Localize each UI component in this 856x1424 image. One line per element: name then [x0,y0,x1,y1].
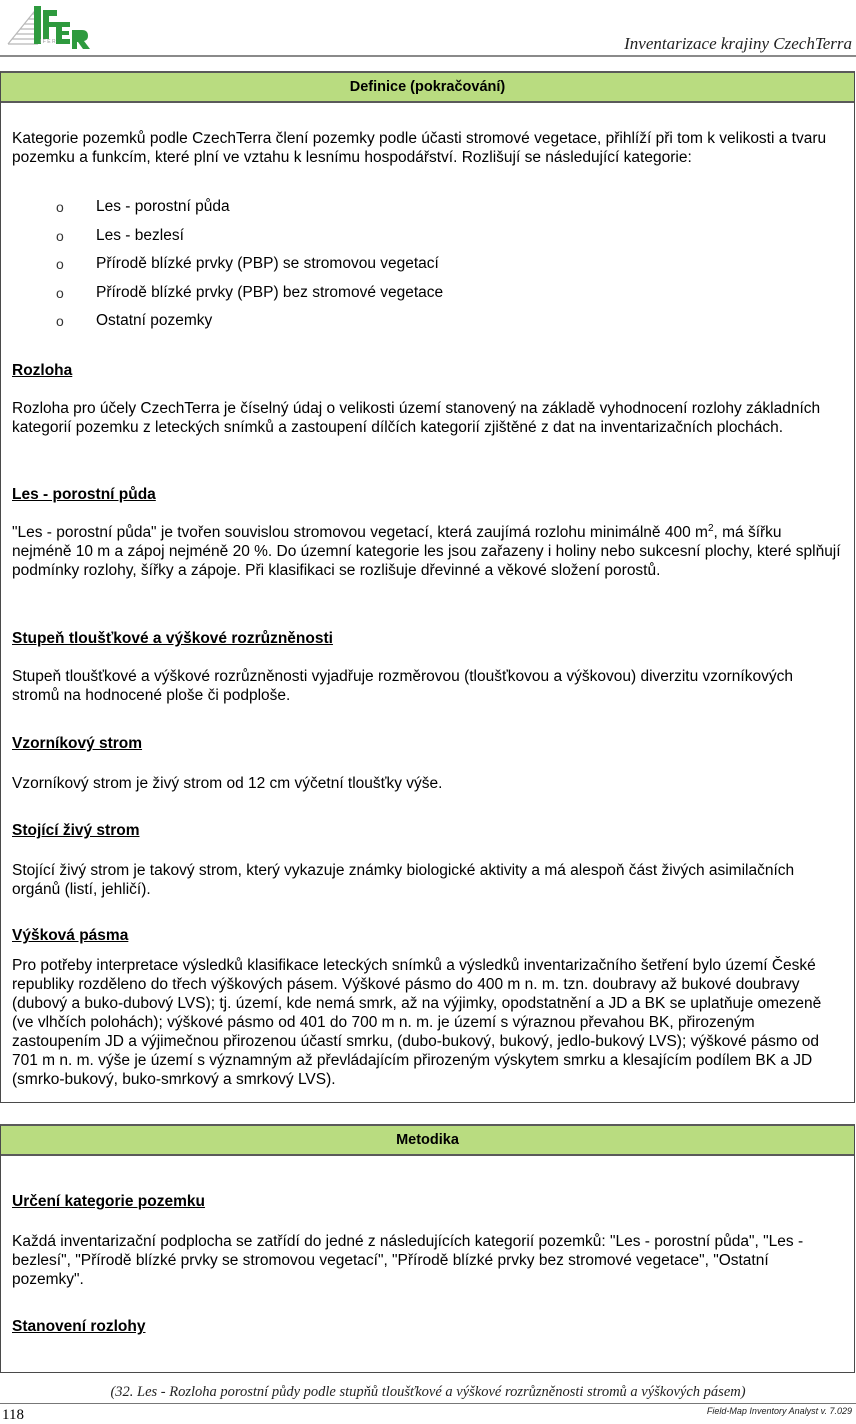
paragraph-rozloha: Rozloha pro účely CzechTerra je číselný údaj o velikosti území stanovený na základě vyhodnocení rozlohy základních kategorií pozemku z leteckých snímků a zastoupení dílčích kategorií zjištěné z dat na inventarizačních plochách. [12,400,821,436]
bullet-circle-icon: o [56,285,64,301]
definitions-header: Definice (pokračování) [1,73,854,103]
heading-stupen-rozruznenosti: Stupeň tloušťkové a výškové rozrůzněnosti [12,630,333,647]
product-version: Field-Map Inventory Analyst v. 7.029 [706,1406,852,1416]
page-number: 118 [2,1407,24,1423]
definitions-section: Definice (pokračování) Kategorie pozemků podle CzechTerra člení pozemky podle účasti stromové vegetace, přihlíží při tom k velikosti a tvaru pozemku a funkcím, které plní ve vztahu k lesnímu hospodářství. Rozlišují se následující kategorie: o Les - porostní půda o Les - bezlesí o Přírodě blízké prvky (PBP) se stromovou vegetací o Přírodě blízké prvky (PBP) bez stromové vegetace o Ostatní pozemky Rozloha Rozloha pro účely CzechTerra je číselný údaj o velikosti území stanovený na základě vyhodnocení rozlohy základních kategorií pozemku z leteckých snímků a zastoupení dílčích kategorií zjištěné z dat na inventarizačních plochách. Les - porostní půda "Les - porostní půda" je tvořen souvislou stromovou vegetací, která zaujímá rozlohu minimálně 400 $m^2$, má šířku nejméně 10 m a zápoj nejméně 20 %. Do územní kategorie les jsou zařazeny i holiny nebo sukcesní plochy, které splňují podmínky rozlohy, šířky a zápoje. Při klasifikaci se rozlišuje dřevinné a věkové složení porostů. Stupeň tloušťkové a výškové rozrůzněnosti Stupeň tloušťkové a výškové rozrůzněnosti vyjadřuje rozměrovou (tloušťkovou a výškovou) diverzitu vzorníkových stromů na hodnocené ploše či podploše. Vzorníkový strom Vzorníkový strom je živý strom od 12 cm výčetní tloušťky výše. Stojící živý strom Stojící živý strom je takový strom, který vykazuje známky biologické aktivity a má alespoň část živých asimilačních orgánů (listí, jehličí). Výšková pásma Pro potřeby interpretace výsledků klasifikace leteckých snímků a výsledků inventarizačního šetření bylo území České republiky rozděleno do třech výškových pásem. Výškové pásmo do 400 m n. m. tzn. doubravy až bukové doubravy (dubový a buko-dubový LVS); tj. území, kde nemá smrk, až na výjimky, opodstatnění a JD a BK se uplatňuje omezeně (ve vlhčích polohách); výškové pásmo od 401 do 700 m n. m. je území s výraznou převahou BK, přirozeným zastoupením JD a výjimečnou přirozenou účastí smrku, (dubo-bukový, bukový, jedlo-bukový LVS); výškové pásmo od 701 m n. m. výše je území s významným až převládajícím přirozeným výskytem smrku a klesajícím podílem BK a JD (smrko-bukový, buko-smrkový a smrkový LVS). [0,71,855,1103]
paragraph-stupen-rozruznenosti: Stupeň tloušťkové a výškové rozrůzněnosti vyjadřuje rozměrovou (tloušťkovou a výškovou) diverzitu vzorníkových stromů na hodnocené ploše či podploše. [12,668,793,704]
heading-les-porostni-puda: Les - porostní půda [12,486,156,503]
heading-vyskova-pasma: Výšková pásma [12,927,129,944]
heading-stanoveni-rozlohy: Stanovení rozlohy [12,1318,146,1335]
heading-vzornikovy-strom: Vzorníkový strom [12,735,143,752]
svg-text:I F E R: I F E R [40,39,56,45]
methodology-section [0,1124,855,1373]
heading-rozloha: Rozloha [12,362,73,379]
bullet-circle-icon: o [56,228,64,244]
paragraph-urceni-kategorie: Každá inventarizační podplocha se zatřídí do jedné z následujících kategorií pozemků: "Les - porostní půda", "Les - bezlesí", "Přírodě blízké prvky se stromovou vegetací", "Přírodě blízké prvky bez stromové vegetace", "Ostatní pozemky". [12,1233,804,1288]
definitions-intro: Kategorie pozemků podle CzechTerra člení pozemky podle účasti stromové vegetace, přihlíží při tom k velikosti a tvaru pozemku a funkcím, které plní ve vztahu k lesnímu hospodářství. Rozlišují se následující kategorie: [12,130,827,166]
methodology-header: Metodika [1,1126,854,1156]
bullet-circle-icon: o [56,256,64,272]
paragraph-stojici-zivy-strom: Stojící živý strom je takový strom, který vykazuje známky biologické aktivity a má alespoň část živých asimilačních orgánů (listí, jehličí). [12,862,795,898]
document-title: Inventarizace krajiny CzechTerra [624,34,852,53]
footer-divider [0,1403,856,1404]
heading-urceni-kategorie: Určení kategorie pozemku [12,1193,205,1210]
ifer-logo [4,2,96,52]
header-divider [0,55,856,57]
paragraph-vzornikovy-strom: Vzorníkový strom je živý strom od 12 cm výčetní tloušťky výše. [12,775,443,792]
table-caption: (32. Les - Rozloha porostní půdy podle stupňů tloušťkové a výškové rozrůzněnosti stromů a výškových pásem) [110,1384,746,1400]
heading-stojici-zivy-strom: Stojící živý strom [12,822,140,839]
paragraph-vyskova-pasma: Pro potřeby interpretace výsledků klasifikace leteckých snímků a výsledků inventarizačního šetření bylo území České republiky rozděleno do třech výškových pásem. Výškové pásmo do 400 m n. m. tzn. doubravy až bukové doubravy (dubový a buko-dubový LVS); tj. území, kde nemá smrk, až na výjimky, opodstatnění a JD a BK se uplatňuje omezeně (ve vlhčích polohách); výškové pásmo od 401 do 700 m n. m. je území s výraznou převahou BK, přirozeným zastoupením JD a výjimečnou přirozenou účastí smrku, (dubo-bukový, bukový, jedlo-bukový LVS); výškové pásmo od 701 m n. m. výše je území s významným až převládajícím přirozeným výskytem smrku a klesajícím podílem BK a JD (smrko-bukový, buko-smrkový a smrkový LVS). [12,957,822,1088]
bullet-circle-icon: o [56,313,64,329]
paragraph-les-porostni-puda: "Les - porostní půda" je tvořen souvislou stromovou vegetací, která zaujímá rozlohu minimálně 400 $m^2$, má šířku nejméně 10 m a zápoj nejméně 20 %. Do územní kategorie les jsou zařazeny i holiny nebo sukcesní plochy, které splňují podmínky rozlohy, šířky a zápoje. Při klasifikaci se rozlišuje dřevinné a věkové složení porostů. [12,522,841,579]
bullet-circle-icon: o [56,199,64,215]
